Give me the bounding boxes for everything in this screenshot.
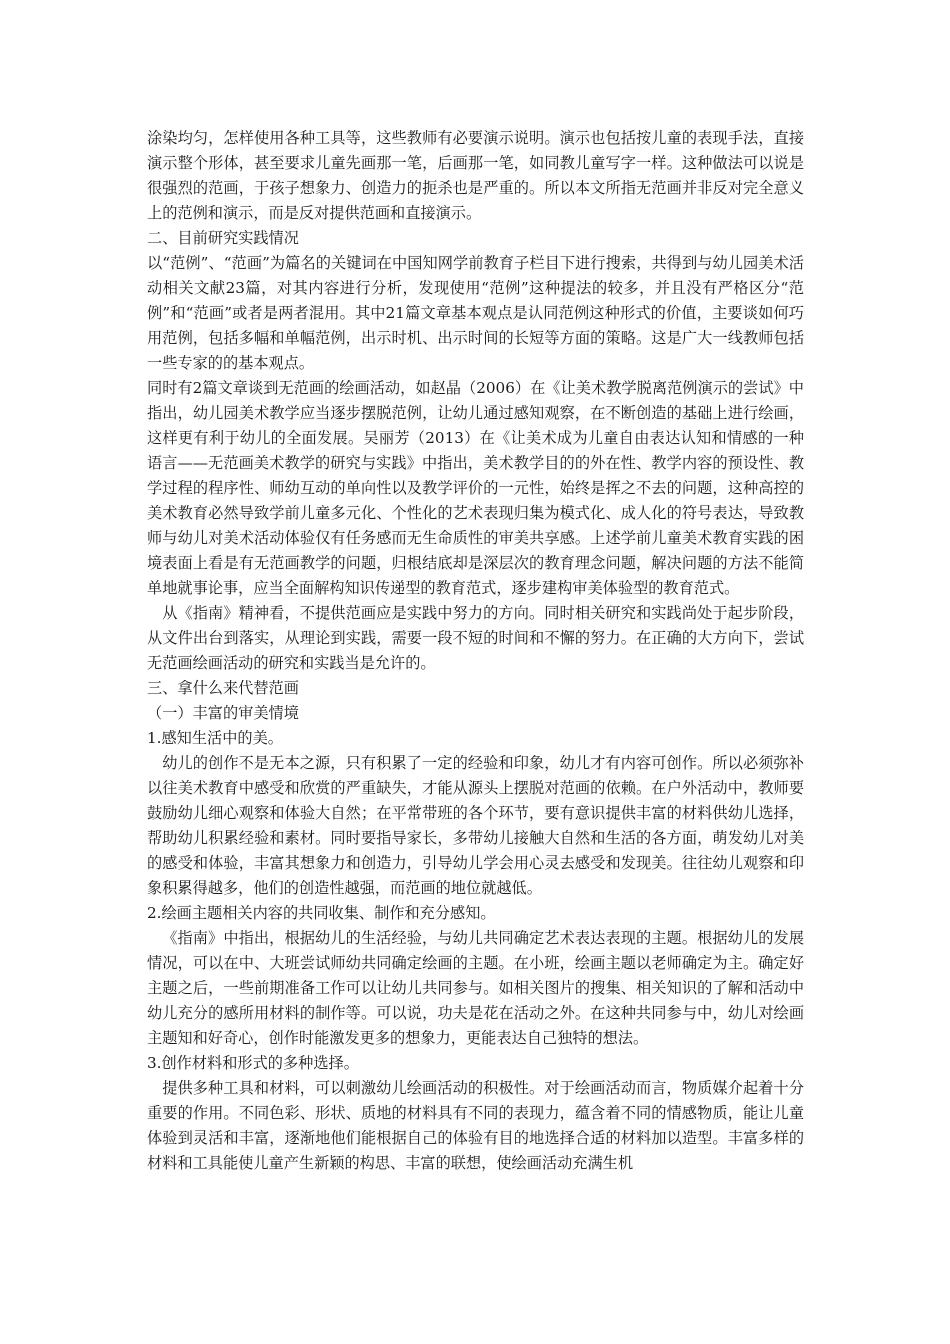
document-body xyxy=(147,126,804,1176)
paragraph-guideline-direction: 从《指南》精神看，不提供范画应是实践中努力的方向。同时相关研究和实践尚处于起步阶段，从文件出台到落实，从理论到实践，需要一段不短的时间和不懈的努力。在正确的大方向下，尝试无范画绘画活动的研究和实践当是允许的。 xyxy=(147,604,804,672)
paragraph-shared-theme: 《指南》中指出，根据幼儿的生活经验，与幼儿共同确定艺术表达表现的主题。根据幼儿的发展情况，可以在中、大班尝试师幼共同确定绘画的主题。在小班，绘画主题以老师确定为主。确定好主题之后，一些前期准备工作可以让幼儿共同参与。如相关图片的搜集、相关知识的了解和活动中幼儿充分的感所用材料的制作等。可以说，功夫是花在活动之外。在这种共同参与中，幼儿对绘画主题知和好奇心，创作时能激发更多的想象力，更能表达自己独特的想法。 xyxy=(147,929,804,1047)
item-heading-1: 1.感知生活中的美。 xyxy=(147,729,283,747)
item-heading-2: 2.绘画主题相关内容的共同收集、制作和充分感知。 xyxy=(147,904,496,922)
paragraph-no-model-studies: 同时有2篇文章谈到无范画的绘画活动，如赵晶（2006）在《让美术教学脱离范例演示的尝试》中指出，幼儿园美术教学应当逐步摆脱范例，让幼儿通过感知观察，在不断创造的基础上进行绘画，这样更有利于幼儿的全面发展。吴丽芳（2013）在《让美术成为儿童自由表达认知和情感的一种语言——无范画美术教学的研究与实践》中指出，美术教学目的的外在性、教学内容的预设性、教学过程的程序性、师幼互动的单向性以及教学评价的一元性，始终是挥之不去的问题，这种高控的美术教育必然导致学前儿童多元化、个性化的艺术表现归集为模式化、成人化的符号表达，导致教师与幼儿对美术活动体验仅有任务感而无生命质性的审美共享感。上述学前儿童美术教育实践的困境表面上看是有无范画教学的问题，归根结底却是深层次的教育理念问题，解决问题的方法不能简单地就事论事，应当全面解构知识传递型的教育范式，逐步建构审美体验型的教育范式。 xyxy=(147,379,804,597)
item-heading-3: 3.创作材料和形式的多种选择。 xyxy=(147,1054,359,1072)
subsection-heading-1: （一）丰富的审美情境 xyxy=(147,704,299,722)
paragraph-continuation: 涂染均匀，怎样使用各种工具等，这些教师有必要演示说明。演示也包括按儿童的表现手法，直接演示整个形体，甚至要求儿童先画那一笔，后画那一笔，如同教儿童写字一样。这种做法可以说是很强烈的范画，于孩子想象力、创造力的扼杀也是严重的。所以本文所指无范画并非反对完全意义上的范例和演示，而是反对提供范画和直接演示。 xyxy=(147,129,804,222)
paragraph-perceive-beauty: 幼儿的创作不是无本之源，只有积累了一定的经验和印象，幼儿才有内容可创作。所以必须弥补以往美术教育中感受和欣赏的严重缺失，才能从源头上摆脱对范画的依赖。在户外活动中，教师要鼓励幼儿细心观察和体验大自然；在平常带班的各个环节，要有意识提供丰富的材料供幼儿选择，帮助幼儿积累经验和素材。同时要指导家长，多带幼儿接触大自然和生活的各方面，萌发幼儿对美的感受和体验，丰富其想象力和创造力，引导幼儿学会用心灵去感受和发现美。往往幼儿观察和印象积累得越多，他们的创造性越强，而范画的地位就越低。 xyxy=(147,754,804,897)
paragraph-literature-search: 以“范例”、“范画”为篇名的关键词在中国知网学前教育子栏目下进行搜索，共得到与幼儿园美术活动相关文献23篇，对其内容进行分析，发现使用“范例”这种提法的较多，并且没有严格区分“范例”和“范画”或者是两者混用。其中21篇文章基本观点是认同范例这种形式的价值，主要谈如何巧用范例，包括多幅和单幅范例，出示时机、出示时间的长短等方面的策略。这是广大一线教师包括一些专家的的基本观点。 xyxy=(147,254,804,372)
paragraph-materials: 提供多种工具和材料，可以刺激幼儿绘画活动的积极性。对于绘画活动而言，物质媒介起着十分重要的作用。不同色彩、形状、质地的材料具有不同的表现力，蕴含着不同的情感物质，能让儿童体验到灵活和丰富，逐渐地他们能根据自己的体验有目的地选择合适的材料加以造型。丰富多样的材料和工具能使儿童产生新颖的构思、丰富的联想，使绘画活动充满生机 xyxy=(147,1079,804,1172)
section-heading-3: 三、拿什么来代替范画 xyxy=(147,679,299,697)
section-heading-2: 二、目前研究实践情况 xyxy=(147,229,299,247)
